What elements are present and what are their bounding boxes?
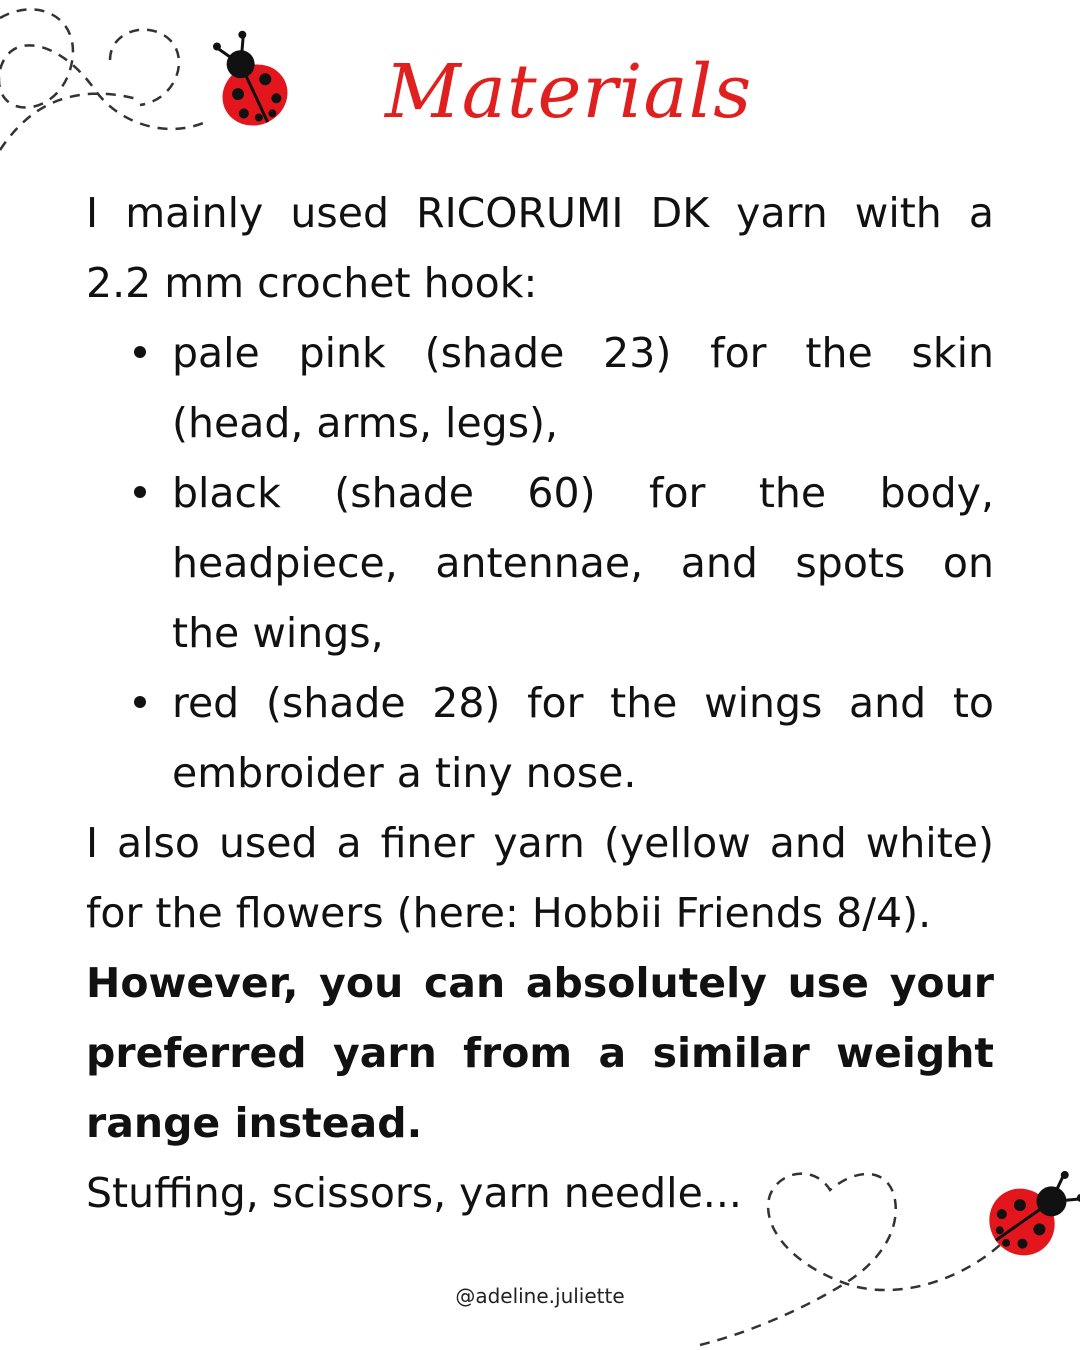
list-item-line: black (shade 60) for the body, (172, 469, 994, 517)
list-item-line: headpiece, antennae, and spots on (172, 539, 994, 587)
bullet-icon (134, 346, 146, 358)
note-line-2: preferred yarn from a similar weight (86, 1029, 994, 1077)
ladybug-icon (198, 23, 298, 136)
finer-yarn-line-1: I also used a finer yarn (yellow and white) (86, 819, 994, 867)
finer-yarn-line-2: for the flowers (here: Hobbii Friends 8/4). (86, 889, 932, 937)
yarn-color-list (86, 318, 994, 808)
list-item-line: (head, arms, legs), (172, 399, 559, 447)
dashed-trail-top-left (0, 9, 210, 150)
materials-body (86, 178, 994, 1228)
author-handle: @adeline.juliette (455, 1284, 625, 1308)
intro-line-1: I mainly used RICORUMI DK yarn with a (86, 189, 994, 237)
note-line-3: range instead. (86, 1099, 423, 1147)
page-title: Materials (385, 49, 753, 135)
list-item-line: the wings, (172, 609, 384, 657)
list-item-line: embroider a tiny nose. (172, 749, 637, 797)
list-item-line: pale pink (shade 23) for the skin (172, 329, 994, 377)
list-item (86, 458, 994, 668)
list-item (86, 668, 994, 808)
list-item-line: red (shade 28) for the wings and to (172, 679, 994, 727)
note-line-1: However, you can absolutely use your (86, 959, 994, 1007)
bullet-icon (134, 486, 146, 498)
extras-line: Stuffing, scissors, yarn needle... (86, 1169, 742, 1217)
bullet-icon (134, 696, 146, 708)
list-item (86, 318, 994, 458)
intro-line-2: 2.2 mm crochet hook: (86, 259, 538, 307)
